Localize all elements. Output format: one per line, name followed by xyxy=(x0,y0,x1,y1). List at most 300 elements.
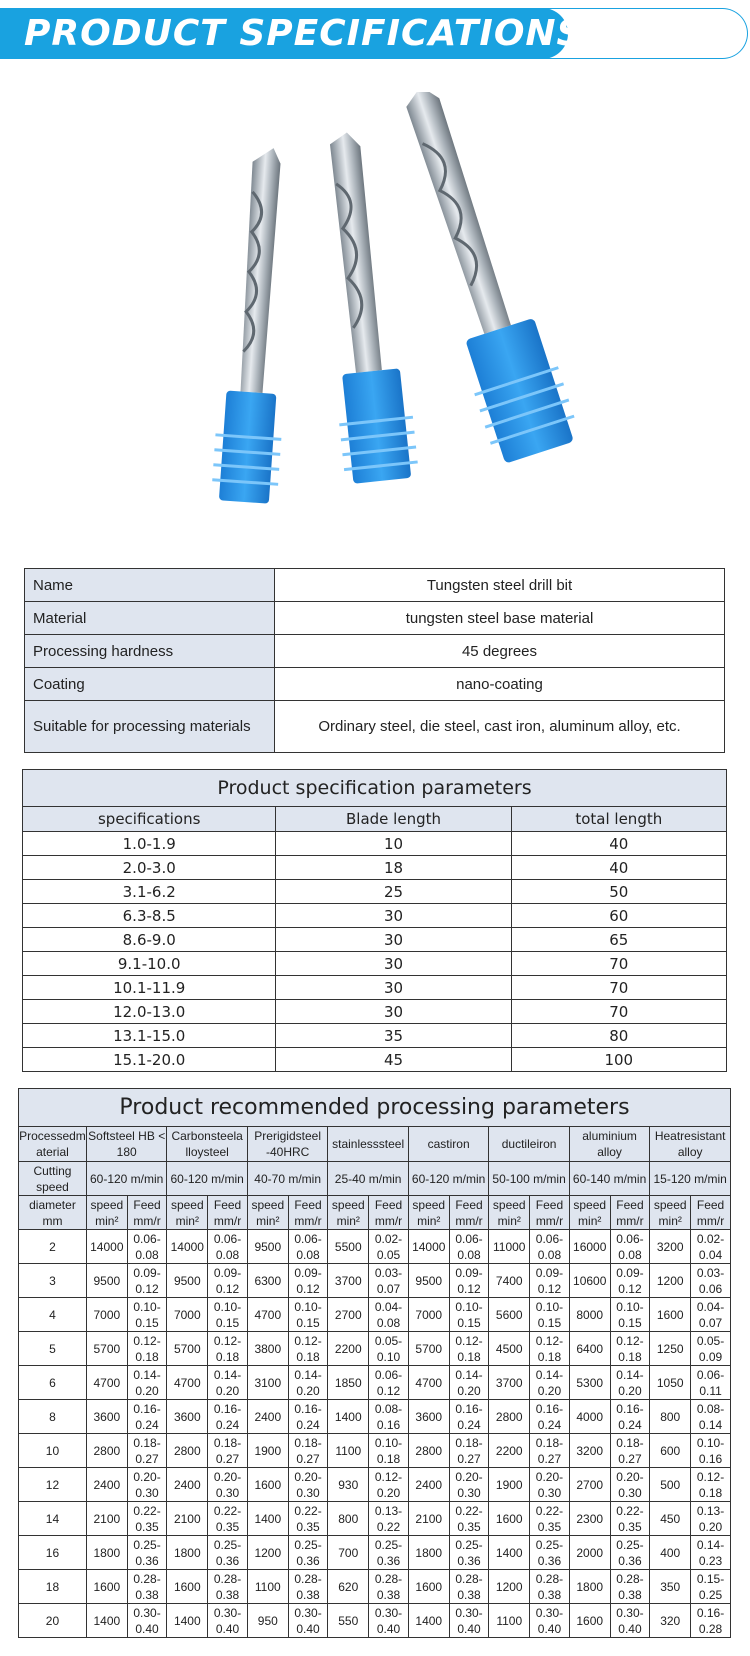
spec-row xyxy=(23,832,727,856)
rec-speed-value: 9500 xyxy=(408,1264,449,1298)
rec-material-speed: 60-140 m/min xyxy=(569,1162,649,1196)
rec-feed-value: 0.06-0.11 xyxy=(691,1366,731,1400)
rec-speed-value: 2100 xyxy=(408,1502,449,1536)
rec-feed-value: 0.18-0.27 xyxy=(288,1434,328,1468)
rec-speed-value: 2700 xyxy=(328,1298,369,1332)
rec-speed-value: 1800 xyxy=(86,1536,127,1570)
rec-feed-value: 0.25-0.36 xyxy=(530,1536,570,1570)
rec-feed-value: 0.12-0.18 xyxy=(208,1332,248,1366)
rec-speed-value: 1400 xyxy=(86,1604,127,1638)
rec-material-name: Carbonsteela lloysteel xyxy=(167,1127,247,1162)
rec-feed-value: 0.13-0.20 xyxy=(691,1502,731,1536)
rec-feed-value: 0.16-0.24 xyxy=(127,1400,167,1434)
rec-table-title: Product recommended processing parameters xyxy=(19,1089,731,1127)
product-info-table xyxy=(24,568,725,753)
rec-speed-value: 5300 xyxy=(569,1366,610,1400)
rec-diameter: 4 xyxy=(19,1298,87,1332)
rec-material-speed: 15-120 m/min xyxy=(650,1162,731,1196)
spec-cell-total-length: 70 xyxy=(511,952,726,976)
rec-feed-value: 0.28-0.38 xyxy=(449,1570,489,1604)
info-key: Processing hardness xyxy=(25,635,275,668)
rec-feed-value: 0.16-0.24 xyxy=(288,1400,328,1434)
rec-feed-value: 0.28-0.38 xyxy=(208,1570,248,1604)
rec-feed-value: 0.30-0.40 xyxy=(288,1604,328,1638)
rec-speed-value: 1400 xyxy=(408,1604,449,1638)
page-title: PRODUCT SPECIFICATIONS xyxy=(24,13,584,54)
rec-speed-value: 3600 xyxy=(86,1400,127,1434)
info-key: Suitable for processing materials xyxy=(25,701,275,753)
rec-speed-value: 14000 xyxy=(408,1230,449,1264)
rec-subheader-speed: speed min² xyxy=(328,1196,369,1230)
rec-feed-value: 0.22-0.35 xyxy=(288,1502,328,1536)
rec-subheader-feed: Feed mm/r xyxy=(449,1196,489,1230)
spec-header-blade-length: Blade length xyxy=(276,807,511,832)
rec-subheader-feed: Feed mm/r xyxy=(530,1196,570,1230)
rec-speed-value: 7000 xyxy=(86,1298,127,1332)
spec-cell-blade-length: 45 xyxy=(276,1048,511,1072)
rec-speed-value: 7000 xyxy=(167,1298,208,1332)
rec-speed-value: 3600 xyxy=(167,1400,208,1434)
rec-feed-value: 0.06-0.08 xyxy=(127,1230,167,1264)
rec-speed-value: 1850 xyxy=(328,1366,369,1400)
rec-speed-value: 400 xyxy=(650,1536,691,1570)
rec-subheader-feed: Feed mm/r xyxy=(288,1196,328,1230)
rec-feed-value: 0.12-0.20 xyxy=(369,1468,409,1502)
rec-speed-value: 1600 xyxy=(650,1298,691,1332)
rec-feed-value: 0.22-0.35 xyxy=(208,1502,248,1536)
rec-feed-value: 0.02-0.04 xyxy=(691,1230,731,1264)
rec-feed-value: 0.10-0.15 xyxy=(127,1298,167,1332)
rec-feed-value: 0.30-0.40 xyxy=(530,1604,570,1638)
rec-speed-value: 2800 xyxy=(489,1400,530,1434)
rec-feed-value: 0.12-0.18 xyxy=(691,1468,731,1502)
rec-subheader-speed: speed min² xyxy=(408,1196,449,1230)
rec-subheader-speed: speed min² xyxy=(86,1196,127,1230)
rec-feed-value: 0.22-0.35 xyxy=(530,1502,570,1536)
rec-speed-value: 2400 xyxy=(247,1400,288,1434)
spec-cell-blade-length: 25 xyxy=(276,880,511,904)
spec-row xyxy=(23,1048,727,1072)
rec-speed-value: 320 xyxy=(650,1604,691,1638)
spec-cell-total-length: 50 xyxy=(511,880,726,904)
rec-feed-value: 0.16-0.28 xyxy=(691,1604,731,1638)
rec-feed-value: 0.20-0.30 xyxy=(610,1468,650,1502)
rec-feed-value: 0.18-0.27 xyxy=(208,1434,248,1468)
rec-speed-value: 1400 xyxy=(247,1502,288,1536)
rec-speed-value: 3200 xyxy=(569,1434,610,1468)
rec-speed-value: 930 xyxy=(328,1468,369,1502)
rec-speed-value: 16000 xyxy=(569,1230,610,1264)
specification-parameters-table xyxy=(22,769,727,1072)
rec-speed-value: 2400 xyxy=(86,1468,127,1502)
spec-cell-blade-length: 30 xyxy=(276,952,511,976)
rec-feed-value: 0.14-0.20 xyxy=(530,1366,570,1400)
rec-feed-value: 0.25-0.36 xyxy=(610,1536,650,1570)
rec-feed-value: 0.06-0.08 xyxy=(530,1230,570,1264)
drill-bit-left xyxy=(211,146,302,505)
rec-speed-value: 1800 xyxy=(167,1536,208,1570)
rec-feed-value: 0.22-0.35 xyxy=(610,1502,650,1536)
rec-speed-value: 6400 xyxy=(569,1332,610,1366)
spec-cell-blade-length: 30 xyxy=(276,928,511,952)
rec-data-row xyxy=(19,1468,731,1502)
info-value: Ordinary steel, die steel, cast iron, aluminum alloy, etc. xyxy=(275,701,725,753)
rec-data-row xyxy=(19,1536,731,1570)
rec-data-row xyxy=(19,1298,731,1332)
rec-feed-value: 0.03-0.06 xyxy=(691,1264,731,1298)
rec-feed-value: 0.10-0.15 xyxy=(610,1298,650,1332)
rec-feed-value: 0.28-0.38 xyxy=(610,1570,650,1604)
rec-feed-value: 0.25-0.36 xyxy=(449,1536,489,1570)
rec-speed-value: 1600 xyxy=(569,1604,610,1638)
rec-speed-value: 5700 xyxy=(408,1332,449,1366)
rec-corner-diameter: diameter mm xyxy=(19,1196,87,1230)
rec-speed-value: 2400 xyxy=(167,1468,208,1502)
rec-corner-speed: Cutting speed xyxy=(19,1162,87,1196)
rec-speed-value: 3100 xyxy=(247,1366,288,1400)
rec-speed-value: 3700 xyxy=(489,1366,530,1400)
rec-feed-value: 0.15-0.25 xyxy=(691,1570,731,1604)
rec-material-name: Heatresistant alloy xyxy=(650,1127,731,1162)
spec-row xyxy=(23,904,727,928)
spec-cell-total-length: 100 xyxy=(511,1048,726,1072)
rec-material-name: ductileiron xyxy=(489,1127,569,1162)
rec-material-speed: 60-120 m/min xyxy=(86,1162,166,1196)
rec-speed-value: 1400 xyxy=(328,1400,369,1434)
rec-material-name: stainlesssteel xyxy=(328,1127,408,1162)
rec-data-row xyxy=(19,1264,731,1298)
rec-feed-value: 0.12-0.18 xyxy=(288,1332,328,1366)
rec-speed-value: 2200 xyxy=(328,1332,369,1366)
rec-feed-value: 0.20-0.30 xyxy=(208,1468,248,1502)
rec-speed-value: 450 xyxy=(650,1502,691,1536)
rec-corner-material: Processedm aterial xyxy=(19,1127,87,1162)
spec-cell-total-length: 40 xyxy=(511,856,726,880)
rec-feed-value: 0.02-0.05 xyxy=(369,1230,409,1264)
rec-speed-value: 9500 xyxy=(167,1264,208,1298)
rec-feed-value: 0.25-0.36 xyxy=(127,1536,167,1570)
spec-row xyxy=(23,1000,727,1024)
spec-cell-total-length: 70 xyxy=(511,976,726,1000)
rec-speed-value: 1800 xyxy=(569,1570,610,1604)
rec-subheader-speed: speed min² xyxy=(489,1196,530,1230)
spec-cell-blade-length: 35 xyxy=(276,1024,511,1048)
rec-speed-value: 3600 xyxy=(408,1400,449,1434)
rec-feed-value: 0.18-0.27 xyxy=(127,1434,167,1468)
rec-feed-value: 0.22-0.35 xyxy=(449,1502,489,1536)
rec-feed-value: 0.25-0.36 xyxy=(288,1536,328,1570)
rec-speed-value: 1100 xyxy=(489,1604,530,1638)
rec-feed-value: 0.25-0.36 xyxy=(369,1536,409,1570)
rec-speed-value: 1400 xyxy=(489,1536,530,1570)
rec-feed-value: 0.06-0.12 xyxy=(369,1366,409,1400)
rec-feed-value: 0.16-0.24 xyxy=(610,1400,650,1434)
rec-speed-value: 800 xyxy=(650,1400,691,1434)
rec-speed-value: 6300 xyxy=(247,1264,288,1298)
rec-feed-value: 0.16-0.24 xyxy=(208,1400,248,1434)
spec-cell-blade-length: 30 xyxy=(276,976,511,1000)
rec-material-name: castiron xyxy=(408,1127,488,1162)
rec-feed-value: 0.30-0.40 xyxy=(369,1604,409,1638)
spec-cell-total-length: 60 xyxy=(511,904,726,928)
info-value: tungsten steel base material xyxy=(275,602,725,635)
rec-speed-value: 8000 xyxy=(569,1298,610,1332)
info-key: Material xyxy=(25,602,275,635)
spec-cell-blade-length: 18 xyxy=(276,856,511,880)
rec-subheader-feed: Feed mm/r xyxy=(208,1196,248,1230)
rec-data-row xyxy=(19,1366,731,1400)
info-value: 45 degrees xyxy=(275,635,725,668)
rec-feed-value: 0.28-0.38 xyxy=(530,1570,570,1604)
drill-bit-right xyxy=(379,92,582,466)
rec-feed-value: 0.09-0.12 xyxy=(449,1264,489,1298)
rec-subheader-speed: speed min² xyxy=(569,1196,610,1230)
rec-data-row xyxy=(19,1230,731,1264)
rec-subheader-speed: speed min² xyxy=(650,1196,691,1230)
info-row xyxy=(25,569,725,602)
rec-speed-value: 950 xyxy=(247,1604,288,1638)
rec-material-speed: 40-70 m/min xyxy=(247,1162,327,1196)
rec-feed-value: 0.10-0.15 xyxy=(208,1298,248,1332)
rec-speed-value: 1200 xyxy=(247,1536,288,1570)
rec-speed-value: 1600 xyxy=(408,1570,449,1604)
rec-feed-value: 0.10-0.16 xyxy=(691,1434,731,1468)
rec-diameter: 5 xyxy=(19,1332,87,1366)
rec-speed-value: 1600 xyxy=(167,1570,208,1604)
rec-speed-value: 5700 xyxy=(86,1332,127,1366)
rec-feed-value: 0.22-0.35 xyxy=(127,1502,167,1536)
rec-speed-value: 2200 xyxy=(489,1434,530,1468)
rec-speed-row xyxy=(19,1162,731,1196)
rec-feed-value: 0.20-0.30 xyxy=(288,1468,328,1502)
rec-speed-value: 4000 xyxy=(569,1400,610,1434)
rec-speed-value: 2400 xyxy=(408,1468,449,1502)
rec-feed-value: 0.06-0.08 xyxy=(610,1230,650,1264)
rec-speed-value: 3200 xyxy=(650,1230,691,1264)
rec-speed-value: 1900 xyxy=(247,1434,288,1468)
rec-diameter: 18 xyxy=(19,1570,87,1604)
info-value: Tungsten steel drill bit xyxy=(275,569,725,602)
rec-material-row xyxy=(19,1127,731,1162)
rec-speed-value: 550 xyxy=(328,1604,369,1638)
rec-speed-value: 2300 xyxy=(569,1502,610,1536)
info-value: nano-coating xyxy=(275,668,725,701)
rec-feed-value: 0.10-0.15 xyxy=(449,1298,489,1332)
rec-feed-value: 0.30-0.40 xyxy=(208,1604,248,1638)
info-row xyxy=(25,635,725,668)
rec-subheader-feed: Feed mm/r xyxy=(369,1196,409,1230)
info-row xyxy=(25,701,725,753)
rec-speed-value: 3800 xyxy=(247,1332,288,1366)
info-key: Coating xyxy=(25,668,275,701)
rec-feed-value: 0.16-0.24 xyxy=(530,1400,570,1434)
rec-speed-value: 4700 xyxy=(167,1366,208,1400)
rec-feed-value: 0.12-0.18 xyxy=(610,1332,650,1366)
rec-feed-value: 0.14-0.20 xyxy=(208,1366,248,1400)
rec-feed-value: 0.10-0.15 xyxy=(288,1298,328,1332)
rec-speed-value: 2800 xyxy=(408,1434,449,1468)
rec-subheader-feed: Feed mm/r xyxy=(127,1196,167,1230)
rec-feed-value: 0.25-0.36 xyxy=(208,1536,248,1570)
spec-cell-specification: 15.1-20.0 xyxy=(23,1048,276,1072)
rec-diameter: 14 xyxy=(19,1502,87,1536)
rec-diameter: 3 xyxy=(19,1264,87,1298)
rec-feed-value: 0.30-0.40 xyxy=(127,1604,167,1638)
rec-feed-value: 0.14-0.20 xyxy=(449,1366,489,1400)
rec-speed-value: 1200 xyxy=(650,1264,691,1298)
rec-speed-value: 5500 xyxy=(328,1230,369,1264)
rec-speed-value: 1400 xyxy=(167,1604,208,1638)
rec-speed-value: 1200 xyxy=(489,1570,530,1604)
header-banner xyxy=(0,8,748,59)
drill-bit-middle xyxy=(309,129,419,485)
rec-speed-value: 4700 xyxy=(86,1366,127,1400)
spec-row xyxy=(23,952,727,976)
rec-diameter: 8 xyxy=(19,1400,87,1434)
rec-feed-value: 0.14-0.23 xyxy=(691,1536,731,1570)
rec-feed-value: 0.04-0.08 xyxy=(369,1298,409,1332)
rec-diameter: 10 xyxy=(19,1434,87,1468)
rec-speed-value: 4500 xyxy=(489,1332,530,1366)
spec-cell-specification: 3.1-6.2 xyxy=(23,880,276,904)
rec-feed-value: 0.03-0.07 xyxy=(369,1264,409,1298)
rec-feed-value: 0.18-0.27 xyxy=(610,1434,650,1468)
rec-speed-value: 5700 xyxy=(167,1332,208,1366)
rec-diameter: 16 xyxy=(19,1536,87,1570)
rec-feed-value: 0.04-0.07 xyxy=(691,1298,731,1332)
rec-material-speed: 50-100 m/min xyxy=(489,1162,569,1196)
rec-feed-value: 0.20-0.30 xyxy=(449,1468,489,1502)
rec-speed-value: 4700 xyxy=(247,1298,288,1332)
rec-feed-value: 0.06-0.08 xyxy=(449,1230,489,1264)
product-image-drill-bits xyxy=(150,92,630,552)
rec-speed-value: 2800 xyxy=(86,1434,127,1468)
rec-speed-value: 14000 xyxy=(86,1230,127,1264)
rec-feed-value: 0.12-0.18 xyxy=(449,1332,489,1366)
rec-material-name: aluminium alloy xyxy=(569,1127,649,1162)
rec-feed-value: 0.06-0.08 xyxy=(208,1230,248,1264)
rec-speed-value: 1600 xyxy=(489,1502,530,1536)
rec-speed-value: 2100 xyxy=(167,1502,208,1536)
rec-feed-value: 0.10-0.15 xyxy=(530,1298,570,1332)
rec-feed-value: 0.30-0.40 xyxy=(610,1604,650,1638)
rec-diameter: 12 xyxy=(19,1468,87,1502)
rec-speed-value: 500 xyxy=(650,1468,691,1502)
spec-cell-blade-length: 30 xyxy=(276,904,511,928)
rec-data-row xyxy=(19,1400,731,1434)
info-row xyxy=(25,668,725,701)
rec-speed-value: 700 xyxy=(328,1536,369,1570)
rec-data-row xyxy=(19,1332,731,1366)
rec-speed-value: 1100 xyxy=(328,1434,369,1468)
rec-feed-value: 0.18-0.27 xyxy=(449,1434,489,1468)
info-key: Name xyxy=(25,569,275,602)
rec-feed-value: 0.05-0.09 xyxy=(691,1332,731,1366)
spec-cell-specification: 8.6-9.0 xyxy=(23,928,276,952)
rec-feed-value: 0.06-0.08 xyxy=(288,1230,328,1264)
rec-data-row xyxy=(19,1434,731,1468)
rec-speed-value: 1100 xyxy=(247,1570,288,1604)
rec-subheader-row xyxy=(19,1196,731,1230)
rec-speed-value: 2700 xyxy=(569,1468,610,1502)
rec-feed-value: 0.09-0.12 xyxy=(127,1264,167,1298)
rec-feed-value: 0.09-0.12 xyxy=(530,1264,570,1298)
rec-speed-value: 10600 xyxy=(569,1264,610,1298)
rec-data-row xyxy=(19,1604,731,1638)
rec-speed-value: 1600 xyxy=(86,1570,127,1604)
rec-feed-value: 0.10-0.18 xyxy=(369,1434,409,1468)
spec-row xyxy=(23,880,727,904)
info-row xyxy=(25,602,725,635)
rec-speed-value: 1800 xyxy=(408,1536,449,1570)
spec-cell-specification: 1.0-1.9 xyxy=(23,832,276,856)
spec-row xyxy=(23,928,727,952)
rec-feed-value: 0.08-0.16 xyxy=(369,1400,409,1434)
rec-diameter: 20 xyxy=(19,1604,87,1638)
rec-speed-value: 2100 xyxy=(86,1502,127,1536)
spec-row xyxy=(23,856,727,880)
spec-row xyxy=(23,1024,727,1048)
rec-speed-value: 7000 xyxy=(408,1298,449,1332)
rec-feed-value: 0.20-0.30 xyxy=(530,1468,570,1502)
rec-diameter: 6 xyxy=(19,1366,87,1400)
rec-speed-value: 9500 xyxy=(247,1230,288,1264)
rec-feed-value: 0.30-0.40 xyxy=(449,1604,489,1638)
rec-speed-value: 2000 xyxy=(569,1536,610,1570)
spec-cell-total-length: 80 xyxy=(511,1024,726,1048)
spec-cell-total-length: 70 xyxy=(511,1000,726,1024)
rec-material-name: Prerigidsteel -40HRC xyxy=(247,1127,327,1162)
rec-diameter: 2 xyxy=(19,1230,87,1264)
rec-speed-value: 600 xyxy=(650,1434,691,1468)
rec-speed-value: 1050 xyxy=(650,1366,691,1400)
rec-feed-value: 0.14-0.20 xyxy=(610,1366,650,1400)
rec-feed-value: 0.09-0.12 xyxy=(208,1264,248,1298)
rec-feed-value: 0.13-0.22 xyxy=(369,1502,409,1536)
rec-data-row xyxy=(19,1570,731,1604)
rec-speed-value: 9500 xyxy=(86,1264,127,1298)
rec-speed-value: 11000 xyxy=(489,1230,530,1264)
spec-row xyxy=(23,976,727,1000)
rec-data-row xyxy=(19,1502,731,1536)
rec-feed-value: 0.28-0.38 xyxy=(288,1570,328,1604)
rec-feed-value: 0.12-0.18 xyxy=(127,1332,167,1366)
rec-subheader-speed: speed min² xyxy=(167,1196,208,1230)
rec-feed-value: 0.14-0.20 xyxy=(288,1366,328,1400)
rec-feed-value: 0.28-0.38 xyxy=(127,1570,167,1604)
rec-speed-value: 620 xyxy=(328,1570,369,1604)
spec-header-total-length: total length xyxy=(511,807,726,832)
spec-header-specifications: specifications xyxy=(23,807,276,832)
rec-feed-value: 0.14-0.20 xyxy=(127,1366,167,1400)
rec-feed-value: 0.05-0.10 xyxy=(369,1332,409,1366)
rec-speed-value: 2800 xyxy=(167,1434,208,1468)
rec-speed-value: 14000 xyxy=(167,1230,208,1264)
rec-feed-value: 0.28-0.38 xyxy=(369,1570,409,1604)
spec-cell-specification: 2.0-3.0 xyxy=(23,856,276,880)
rec-material-speed: 25-40 m/min xyxy=(328,1162,408,1196)
rec-feed-value: 0.09-0.12 xyxy=(610,1264,650,1298)
spec-cell-specification: 9.1-10.0 xyxy=(23,952,276,976)
recommended-parameters-table xyxy=(18,1088,731,1638)
rec-speed-value: 7400 xyxy=(489,1264,530,1298)
spec-cell-total-length: 65 xyxy=(511,928,726,952)
spec-cell-specification: 6.3-8.5 xyxy=(23,904,276,928)
rec-material-speed: 60-120 m/min xyxy=(408,1162,488,1196)
rec-speed-value: 3700 xyxy=(328,1264,369,1298)
rec-speed-value: 1600 xyxy=(247,1468,288,1502)
spec-cell-blade-length: 30 xyxy=(276,1000,511,1024)
